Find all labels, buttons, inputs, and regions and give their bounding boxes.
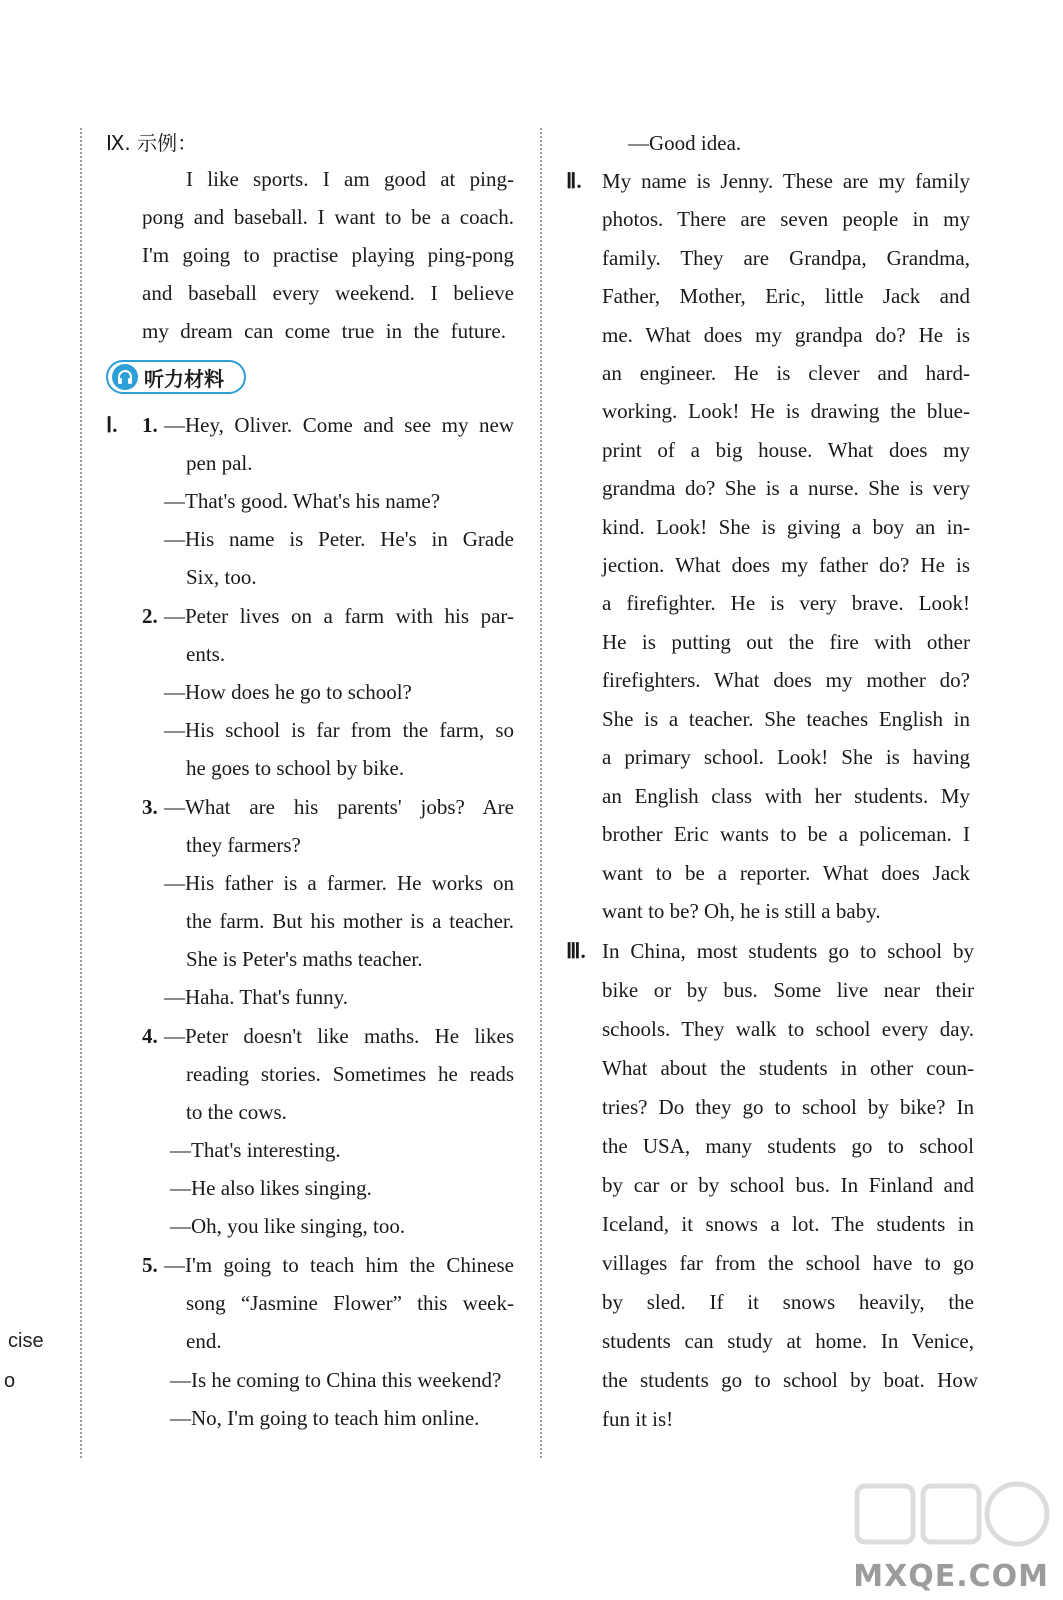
dialogue-line: Six, too. [186, 565, 257, 589]
passage-line: print of a big house. What does my [602, 438, 970, 462]
question-number: 2. [142, 604, 158, 628]
margin-fragment: o [4, 1370, 16, 1392]
passage-line: fun it is! [602, 1407, 674, 1431]
dialogue-line: —Haha. That's funny. [164, 985, 348, 1009]
passage-line: a firefighter. He is very brave. Look! [602, 591, 970, 615]
passage-line: the students go to school by boat. How [602, 1368, 978, 1392]
essay-line: my dream can come true in the future. [142, 319, 506, 343]
passage-line: villages far from the school have to go [602, 1251, 974, 1275]
section-label-text: 听力材料 [144, 366, 224, 391]
dialogue-line: pen pal. [186, 451, 253, 475]
essay-line: and baseball every weekend. I believe [142, 281, 514, 305]
headphones-icon [112, 364, 138, 390]
dialogue-line: —No, I'm going to teach him online. [170, 1406, 480, 1430]
dialogue-line: song “Jasmine Flower” this week- [186, 1291, 514, 1315]
dialogue-line: to the cows. [186, 1100, 287, 1124]
question-number: 5. [142, 1253, 158, 1277]
essay-line: I like sports. I am good at ping- [186, 167, 514, 191]
essay-line: pong and baseball. I want to be a coach. [142, 205, 514, 229]
passage-line: Iceland, it snows a lot. The students in [602, 1212, 974, 1236]
passage-line: Father, Mother, Eric, little Jack and [602, 284, 970, 308]
dialogue-line: end. [186, 1329, 222, 1353]
passage-line: In China, most students go to school by [602, 939, 974, 963]
dialogue-line: —His school is far from the farm, so [164, 718, 514, 742]
dialogue-line: —How does he go to school? [164, 680, 412, 704]
dialogue-line: he goes to school by bike. [186, 756, 405, 780]
passage-line: a primary school. Look! She is having [602, 745, 970, 769]
dialogue-line: —His father is a farmer. He works on [164, 871, 514, 895]
passage-line: tries? Do they go to school by bike? In [602, 1095, 974, 1119]
dialogue-line: they farmers? [186, 833, 301, 857]
dialogue-line: reading stories. Sometimes he reads [186, 1062, 514, 1086]
listening-material-label [106, 360, 246, 394]
passage-line: grandma do? She is a nurse. She is very [602, 476, 970, 500]
dialogue-line: —Oh, you like singing, too. [170, 1214, 406, 1238]
dialogue-line: —Hey, Oliver. Come and see my new [164, 413, 514, 437]
dialogue-line: —That's interesting. [170, 1138, 341, 1162]
passage-line: photos. There are seven people in my [602, 207, 970, 231]
passage-line: My name is Jenny. These are my family [602, 169, 970, 193]
passage-line: me. What does my grandpa do? He is [602, 323, 970, 347]
passage-line: firefighters. What does my mother do? [602, 668, 970, 692]
passage-line: She is a teacher. She teaches English in [602, 707, 970, 731]
passage-line: He is putting out the fire with other [602, 630, 970, 654]
dialogue-line: —His name is Peter. He's in Grade [164, 527, 514, 551]
margin-fragment: cise [8, 1330, 44, 1352]
question-number: 1. [142, 413, 158, 437]
passage-line: jection. What does my father do? He is [602, 553, 970, 577]
column-divider [540, 128, 542, 1458]
dialogue-line: ents. [186, 642, 226, 666]
dialogue-line: —He also likes singing. [170, 1176, 372, 1200]
passage-line: kind. Look! She is giving a boy an in- [602, 515, 970, 539]
dialogue-line: —Is he coming to China this weekend? [170, 1368, 502, 1392]
question-number: 3. [142, 795, 158, 819]
left-margin-divider [80, 128, 82, 1458]
passage-line: bike or by bus. Some live near their [602, 978, 974, 1002]
passage-line: want to be a reporter. What does Jack [602, 861, 970, 885]
dialogue-line: —I'm going to teach him the Chinese [164, 1253, 514, 1277]
dialogue-line: She is Peter's maths teacher. [186, 947, 423, 971]
dialogue-line: the farm. But his mother is a teacher. [186, 909, 514, 933]
passage-line: the USA, many students go to school [602, 1134, 974, 1158]
roman-numeral-i: Ⅰ. [106, 413, 118, 437]
passage-line: brother Eric wants to be a policeman. I [602, 822, 970, 846]
dialogue-line: —Good idea. [628, 131, 742, 155]
dialogue-line: —What are his parents' jobs? Are [164, 795, 514, 819]
passage-line: an engineer. He is clever and hard- [602, 361, 970, 385]
dialogue-line: —That's good. What's his name? [164, 489, 441, 513]
passage-line: working. Look! He is drawing the blue- [602, 399, 970, 423]
roman-numeral-iii: Ⅲ. [566, 939, 586, 963]
passage-line: family. They are Grandpa, Grandma, [602, 246, 970, 270]
question-number: 4. [142, 1024, 158, 1048]
passage-line: by sled. If it snows heavily, the [602, 1290, 974, 1314]
passage-line: schools. They walk to school every day. [602, 1017, 974, 1041]
section-ix-heading: Ⅸ. 示例： [106, 131, 198, 155]
passage-line: students can study at home. In Venice, [602, 1329, 974, 1353]
passage-line: What about the students in other coun- [602, 1056, 974, 1080]
passage-line: by car or by school bus. In Finland and [602, 1173, 974, 1197]
essay-line: I'm going to practise playing ping-pong [142, 243, 514, 267]
passage-line: an English class with her students. My [602, 784, 970, 808]
roman-numeral-ii: Ⅱ. [566, 169, 582, 193]
dialogue-line: —Peter lives on a farm with his par- [164, 604, 514, 628]
watermark-text: MXQE.COM [853, 1559, 1049, 1594]
passage-line: want to be? Oh, he is still a baby. [602, 899, 881, 923]
dialogue-line: —Peter doesn't like maths. He likes [164, 1024, 514, 1048]
